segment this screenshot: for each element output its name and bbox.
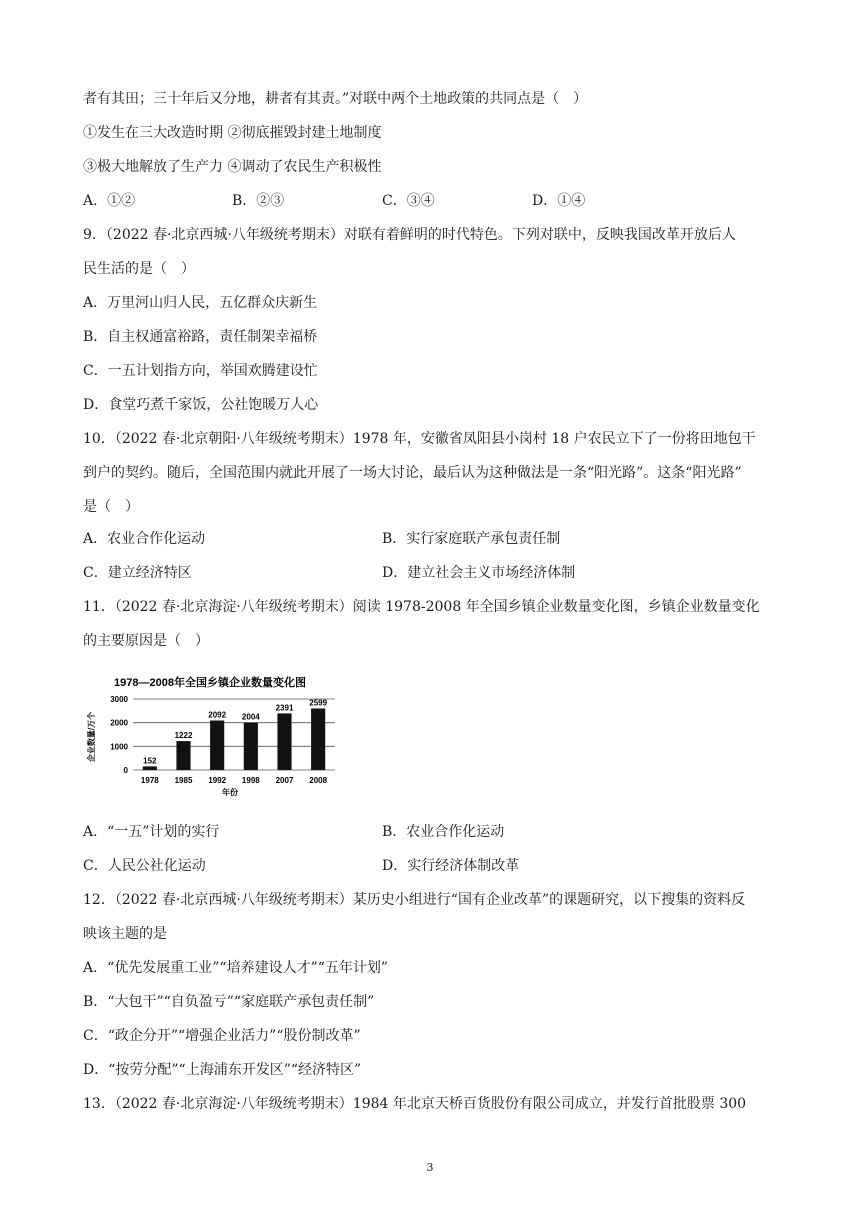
chart-x-tick-label: 1985 [174,776,193,785]
chart-x-tick-label: 2007 [275,776,294,785]
q9-option-c: C．一五计划指方向，举国欢腾建设忙 [83,363,318,379]
q10-stem-line1: 10．（2022 春·北京朝阳·八年级统考期末）1978 年，安徽省凤阳县小岗村 18 户农民立下了一份将田地包干 [83,431,756,447]
q8-option-b: B．②③ [232,193,285,209]
chart-y-tick-label: 2000 [110,718,128,728]
q10-option-b: B．实行家庭联产承包责任制 [382,531,561,547]
q9-option-d: D．食堂巧煮千家饭，公社饱暖万人心 [83,397,319,413]
q11-stem-line2: 的主要原因是（ ） [83,633,209,649]
chart-data-label: 152 [143,756,157,766]
chart-x-axis-label: 年份 [222,788,238,797]
chart-x-tick-label: 2008 [309,776,328,785]
q10-option-a: A．农业合作化运动 [83,531,206,547]
chart-data-label: 2391 [275,703,294,713]
chart-y-tick-label: 3000 [110,695,128,704]
chart-data-label: 2004 [241,712,260,722]
q12-stem-line2: 映该主题的是 [83,926,167,942]
q10-stem-line3: 是（ ） [83,499,139,515]
chart-bar [176,741,190,770]
chart-y-tick-label: 1000 [110,742,128,752]
chart-bar [210,720,224,770]
chart-x-tick-label: 1992 [208,776,227,785]
township-enterprise-chart [80,669,340,801]
q10-option-d: D．建立社会主义市场经济体制 [382,565,576,581]
page-number: 3 [426,1161,434,1174]
chart-data-label: 2599 [309,698,328,708]
q11-option-a: A．“一五”计划的实行 [83,824,220,840]
q8-items-line1: ①发生在三大改造时期 ②彻底摧毁封建土地制度 [83,125,382,141]
q10-stem-line2: 到户的契约。随后，全国范围内就此开展了一场大讨论，最后认为这种做法是一条“阳光路”。这条“阳光路” [83,465,742,481]
chart-x-tick-label: 1998 [241,776,260,785]
q12-stem-line1: 12．（2022 春·北京西城·八年级统考期末）某历史小组进行“国有企业改革”的课题研究，以下搜集的资料反 [83,892,746,908]
q9-option-b: B．自主权通富裕路，责任制架幸福桥 [83,329,318,345]
q9-option-a: A．万里河山归人民，五亿群众庆新生 [83,295,318,311]
chart-y-tick-label: 0 [123,766,128,775]
q11-option-c: C．人民公社化运动 [83,858,206,874]
q12-option-c: C．“政企分开”“增强企业活力”“股份制改革” [83,1028,361,1044]
q11-option-d: D．实行经济体制改革 [382,858,520,874]
q12-option-d: D．“按劳分配”“上海浦东开发区”“经济特区” [83,1062,362,1078]
chart-title: 1978—2008年全国乡镇企业数量变化图 [114,677,306,689]
q11-option-b: B．农业合作化运动 [382,824,505,840]
q8-option-a: A．①② [83,193,136,209]
chart-bar [277,713,291,770]
chart-bar [143,766,157,770]
q8-option-c: C．③④ [382,193,435,209]
q12-option-a: A．“优先发展重工业”“培养建设人才”“五年计划” [83,960,389,976]
chart-bar [244,723,258,770]
chart-bar [311,708,325,770]
q8-items-line2: ③极大地解放了生产力 ④调动了农民生产积极性 [83,159,382,175]
chart-x-tick-label: 1978 [140,776,159,785]
q11-stem-line1: 11．（2022 春·北京海淀·八年级统考期末）阅读 1978-2008 年全国乡镇企业数量变化图，乡镇企业数量变化 [83,599,760,615]
q8-option-d: D．①④ [532,193,586,209]
q9-stem-line1: 9．（2022 春·北京西城·八年级统考期末）对联有着鲜明的时代特色。下列对联中，反映我国改革开放后人 [83,227,736,243]
chart-svg [80,669,340,797]
q13-stem-line1: 13．（2022 春·北京海淀·八年级统考期末）1984 年北京天桥百货股份有限公司成立，并发行首批股票 300 [83,1096,747,1112]
chart-y-axis-label: 企业数量/万个 [87,711,96,763]
q8-stem-tail: 者有其田；三十年后又分地，耕者有其责。”对联中两个土地政策的共同点是（ ） [83,91,588,107]
q9-stem-line2: 民生活的是（ ） [83,261,195,277]
q12-option-b: B．“大包干”“自负盈亏”“家庭联产承包责任制” [83,994,375,1010]
chart-data-label: 1222 [174,731,193,741]
chart-data-label: 2092 [208,710,227,720]
q10-option-c: C．建立经济特区 [83,565,192,581]
